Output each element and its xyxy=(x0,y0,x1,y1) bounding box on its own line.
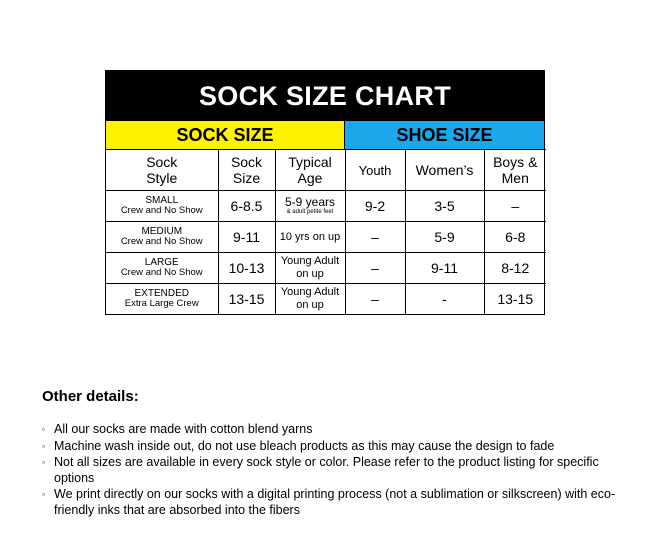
womens-cell: 3-5 xyxy=(405,191,484,222)
shoe-size-band: SHOE SIZE xyxy=(345,121,544,149)
youth-cell: – xyxy=(345,284,405,315)
men-cell: 6-8 xyxy=(484,222,546,253)
sock-style-cell: MEDIUM Crew and No Show xyxy=(106,222,218,253)
header-sock-style: Sock Style xyxy=(106,150,218,191)
table-row xyxy=(106,284,546,315)
sock-size-band: SOCK SIZE xyxy=(106,121,345,149)
header-typical-age: Typical Age xyxy=(275,150,345,191)
bullet-icon: ▫ xyxy=(42,490,45,499)
typical-age-cell: Young Adult on up xyxy=(275,253,345,284)
bullet-icon: ▫ xyxy=(42,458,45,467)
sock-size-cell: 13-15 xyxy=(218,284,275,315)
womens-cell: 9-11 xyxy=(405,253,484,284)
header-sock-size: Sock Size xyxy=(218,150,275,191)
typical-age-cell: 10 yrs on up xyxy=(275,222,345,253)
bullet-icon: ▫ xyxy=(42,441,45,451)
sock-style-cell: LARGE Crew and No Show xyxy=(106,253,218,284)
other-details xyxy=(42,388,632,519)
size-table xyxy=(106,149,546,314)
table-row xyxy=(106,222,546,253)
details-heading: Other details: xyxy=(42,388,139,405)
header-youth: Youth xyxy=(345,150,405,191)
sock-style-cell: EXTENDED Extra Large Crew xyxy=(106,284,218,315)
header-row xyxy=(106,150,546,191)
list-item: ▫ All our socks are made with cotton blend yarns xyxy=(42,422,313,436)
sock-size-cell: 10-13 xyxy=(218,253,275,284)
womens-cell: - xyxy=(405,284,484,315)
men-cell: 13-15 xyxy=(484,284,546,315)
list-item: ▫ Not all sizes are available in every sock style or color. Please refer to the product listing for specific options xyxy=(42,455,599,485)
youth-cell: 9-2 xyxy=(345,191,405,222)
table-row xyxy=(106,253,546,284)
sock-style-cell: SMALL Crew and No Show xyxy=(106,191,218,222)
typical-age-cell: 5-9 years & adult petite feet xyxy=(275,191,345,222)
details-list xyxy=(42,422,632,518)
header-boys-men: Boys & Men xyxy=(484,150,546,191)
list-item: ▫ We print directly on our socks with a digital printing process (not a sublimation or silkscreen) with eco-friendly inks that are absorbed into the fibers xyxy=(42,487,616,517)
table-row xyxy=(106,191,546,222)
size-chart xyxy=(105,70,545,315)
header-womens: Women’s xyxy=(405,150,484,191)
list-item: ▫ Machine wash inside out, do not use bleach products as this may cause the design to fade xyxy=(42,438,555,453)
band-row xyxy=(106,121,544,149)
youth-cell: – xyxy=(345,222,405,253)
sock-size-cell: 9-11 xyxy=(218,222,275,253)
youth-cell: – xyxy=(345,253,405,284)
men-cell: 8-12 xyxy=(484,253,546,284)
bullet-icon: ▫ xyxy=(42,425,45,434)
typical-age-cell: Young Adult on up xyxy=(275,284,345,315)
chart-title: SOCK SIZE CHART xyxy=(106,71,544,121)
men-cell: – xyxy=(484,191,546,222)
womens-cell: 5-9 xyxy=(405,222,484,253)
sock-size-cell: 6-8.5 xyxy=(218,191,275,222)
